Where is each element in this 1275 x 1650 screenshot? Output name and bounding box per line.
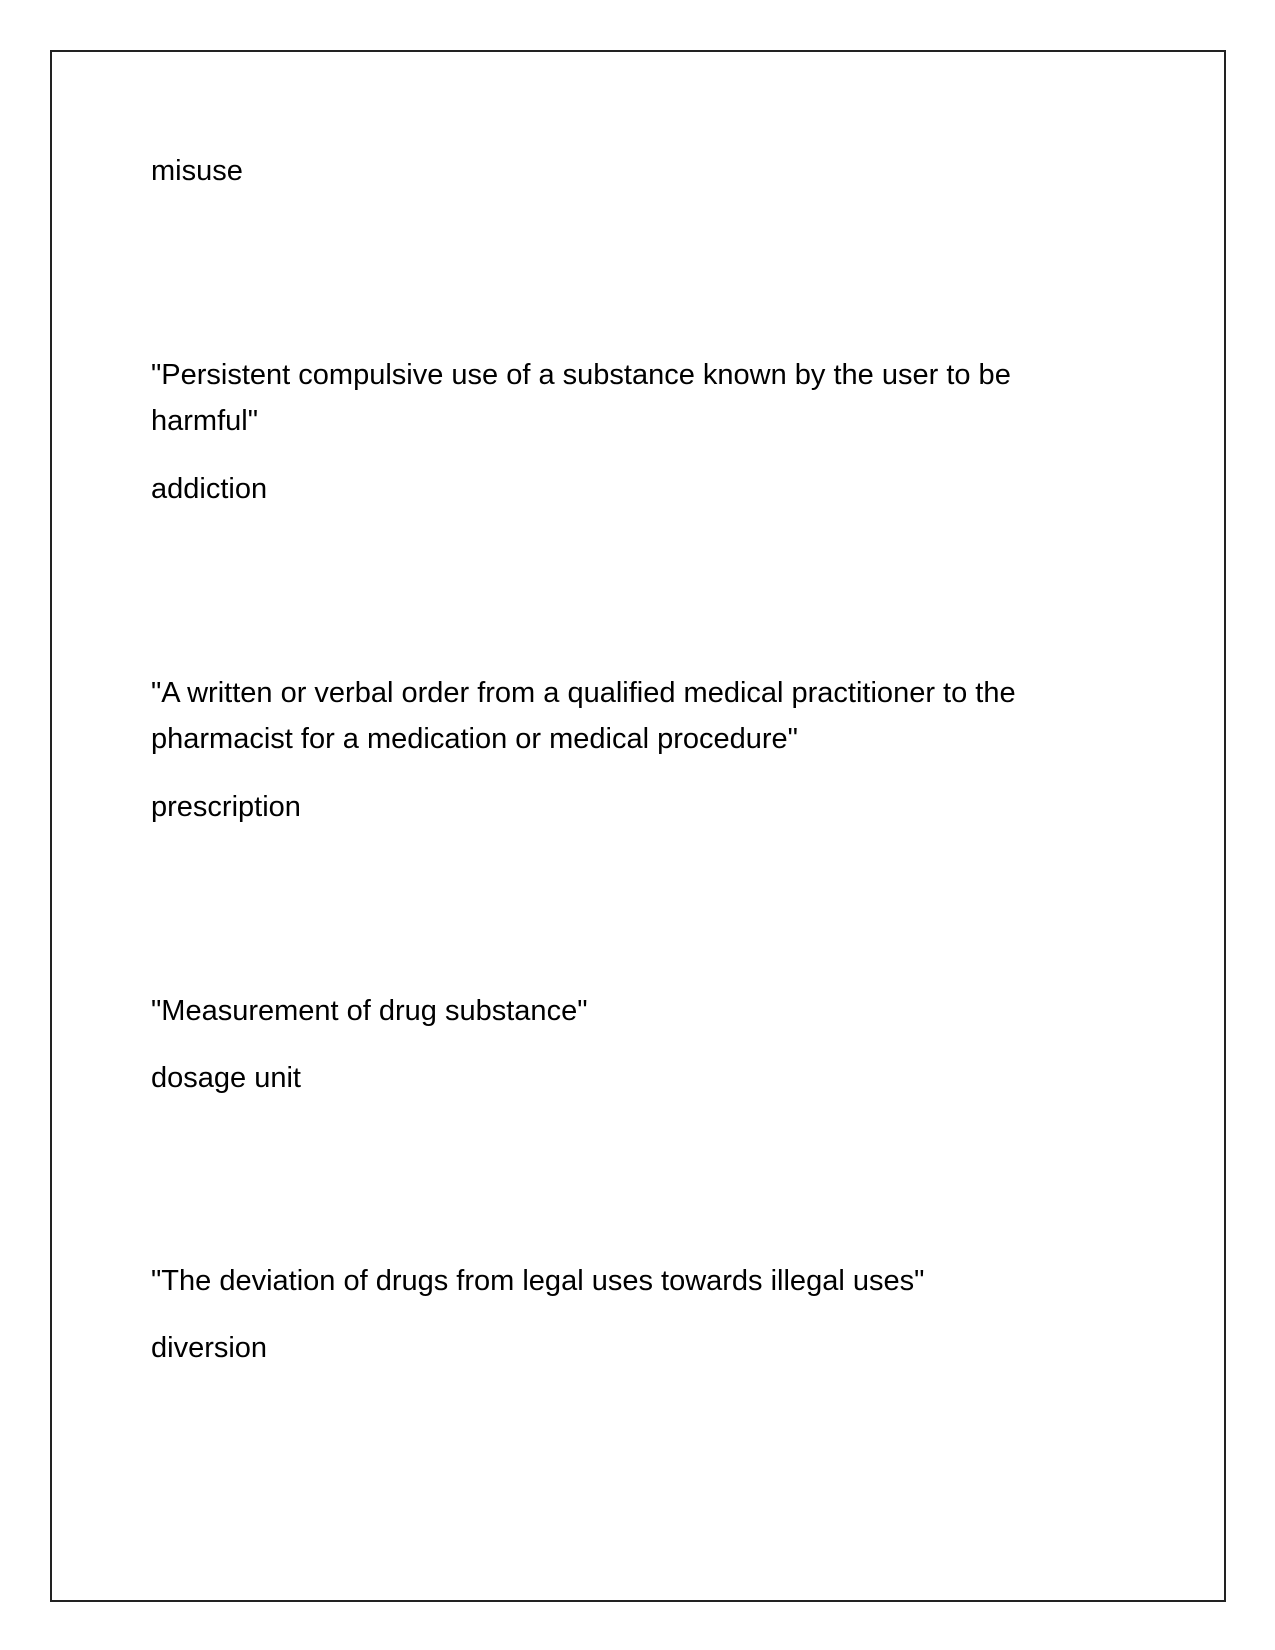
term-addiction: addiction — [151, 473, 268, 505]
term-prescription: prescription — [151, 791, 301, 823]
definition-prescription: "A written or verbal order from a qualified medical practitioner to the pharmacist for a medication or medical procedure" — [151, 677, 1016, 755]
definition-diversion: "The deviation of drugs from legal uses towards illegal uses" — [151, 1265, 925, 1297]
definition-addiction: "Persistent compulsive use of a substance known by the user to be harmful" — [151, 359, 1011, 437]
term-misuse: misuse — [151, 155, 243, 187]
definition-dosage-unit: "Measurement of drug substance" — [151, 995, 588, 1027]
term-diversion: diversion — [151, 1332, 268, 1364]
term-dosage-unit: dosage unit — [151, 1062, 301, 1094]
